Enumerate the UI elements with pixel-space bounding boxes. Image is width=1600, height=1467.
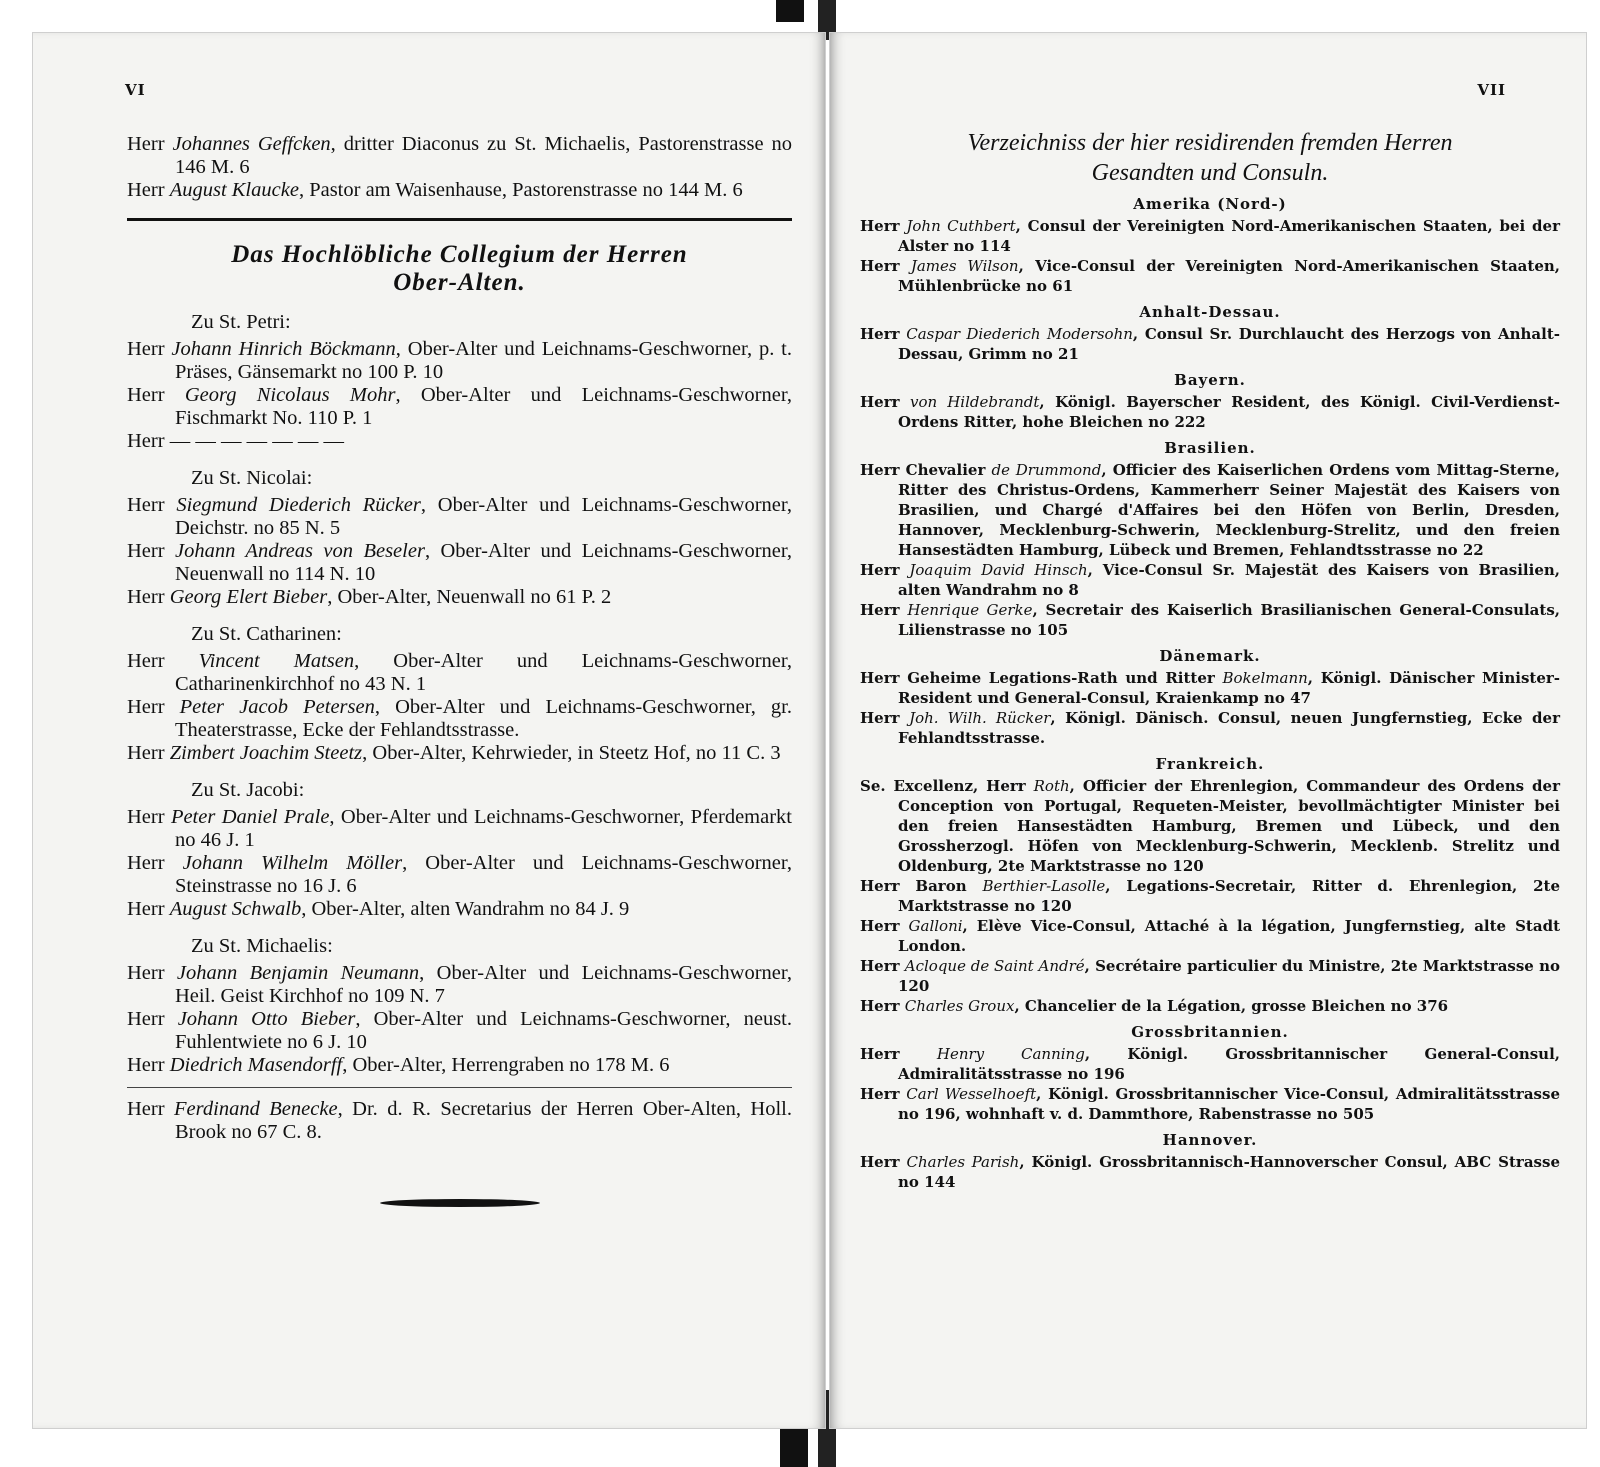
person-name: Berthier-Lasolle <box>982 877 1106 895</box>
person-name: Johannes Geffcken <box>172 133 331 155</box>
entry-prefix: Herr Baron <box>860 877 983 895</box>
entry-detail: , Ober-Alter und Leichnams-Geschworner, Deichstr. no 85 N. 5 <box>175 494 792 539</box>
clergy-entry <box>127 133 792 179</box>
entry-prefix: Herr <box>127 898 170 920</box>
consul-entry <box>860 916 1560 956</box>
right-column <box>860 128 1560 1192</box>
collegium-title: Das Hochlöbliche Collegium der Herren <box>231 241 688 268</box>
entry-prefix: Herr <box>860 917 909 935</box>
entry-detail: , Königl. Grossbritannischer General-Consul, Admiralitätsstrasse no 196 <box>898 1045 1560 1083</box>
entry-prefix: Herr <box>860 1153 907 1171</box>
parish-heading: Zu St. Nicolai: <box>191 467 313 489</box>
entry-detail: , Ober-Alter und Leichnams-Geschworner, gr. Theaterstrasse, Ecke der Fehlandtsstrasse. <box>175 696 792 741</box>
entry-prefix: Herr <box>860 325 907 343</box>
entry-prefix: Herr <box>127 384 185 406</box>
person-name: Henrique Gerke <box>907 601 1033 619</box>
person-name: Roth <box>1033 777 1070 795</box>
ober-alter-entry <box>127 650 792 696</box>
person-name: Vincent Matsen <box>198 650 355 672</box>
entry-detail: , Ober-Alter und Leichnams-Geschworner, Pferdemarkt no 46 J. 1 <box>175 806 792 851</box>
person-name: Henry Canning <box>936 1045 1085 1063</box>
consul-entry <box>860 392 1560 432</box>
ober-alter-entry <box>127 540 792 586</box>
country-heading: Brasilien. <box>1164 439 1256 457</box>
entry-prefix: Herr <box>127 1098 175 1120</box>
ober-alter-entry <box>127 338 792 384</box>
entry-prefix: Herr <box>127 494 177 516</box>
country-heading: Bayern. <box>1174 371 1246 389</box>
ober-alter-entry <box>127 1054 792 1077</box>
consul-entry <box>860 876 1560 916</box>
consul-entry <box>860 708 1560 748</box>
entry-prefix: Herr <box>127 1054 170 1076</box>
clergy-entry <box>127 179 792 202</box>
entry-prefix: Herr <box>127 540 175 562</box>
secretary-entry <box>127 1098 792 1144</box>
entry-prefix: Se. Excellenz, Herr <box>860 777 1034 795</box>
entry-prefix: Herr <box>127 133 173 155</box>
entry-detail: , Officier des Kaiserlichen Ordens vom Mittag-Sterne, Ritter des Christus-Ordens, Kammerherr Seiner Majestät des Kaisers von Brasilien, und Chargé d'Affaires bei den Höfen von Berlin, Dresden, Hannover, Mecklenburg-Schwerin, Mecklenburg-Strelitz, und den freien Hansestädten Hamburg, Lübeck und Bremen, Fehlandtsstrasse no 22 <box>898 461 1560 559</box>
person-name: Zimbert Joachim Steetz <box>169 742 363 764</box>
entry-prefix: Herr <box>860 997 905 1015</box>
entry-detail: , Ober-Alter und Leichnams-Geschworner, p. t. Präses, Gänsemarkt no 100 P. 10 <box>175 338 792 383</box>
person-name: Siegmund Diederich Rücker <box>176 494 421 516</box>
person-name: Johann Andreas von Beseler <box>175 540 425 562</box>
entry-detail: , Secretair des Kaiserlich Brasilianischen General-Consulats, Lilienstrasse no 105 <box>898 601 1560 639</box>
person-name: Georg Nicolaus Mohr <box>184 384 396 406</box>
entry-prefix: Herr <box>127 430 170 452</box>
entry-prefix: Herr <box>127 338 172 360</box>
entry-prefix: Herr <box>860 1085 907 1103</box>
entry-detail: , Königl. Dänischer Minister-Resident und General-Consul, Kraienkamp no 47 <box>898 669 1561 707</box>
consul-entry <box>860 256 1560 296</box>
person-name: Galloni <box>908 917 963 935</box>
entry-detail: , Ober-Alter und Leichnams-Geschworner, Catharinenkirchhof no 43 N. 1 <box>175 650 792 695</box>
consul-entry <box>860 324 1560 364</box>
person-name: Caspar Diederich Modersohn <box>906 325 1133 343</box>
person-name: Peter Daniel Prale <box>170 806 330 828</box>
entry-detail: , Ober-Alter und Leichnams-Geschworner, Steinstrasse no 16 J. 6 <box>175 852 792 897</box>
person-name: Bokelmann <box>1222 669 1308 687</box>
entry-detail: , dritter Diaconus zu St. Michaelis, Pastorenstrasse no 146 M. 6 <box>175 133 792 178</box>
entry-detail: , Legations-Secretair, Ritter d. Ehrenlegion, 2te Marktstrasse no 120 <box>898 877 1560 915</box>
person-name: Joh. Wilh. Rücker <box>909 709 1051 727</box>
entry-prefix: Herr <box>860 561 910 579</box>
person-name: Johann Otto Bieber <box>177 1008 356 1030</box>
person-name: James Wilson <box>910 257 1019 275</box>
person-name: Diedrich Masendorff <box>169 1054 343 1076</box>
collegium-title-2: Ober-Alten. <box>393 269 526 296</box>
entry-detail: , Königl. Dänisch. Consul, neuen Jungfernstieg, Ecke der Fehlandtsstrasse. <box>898 709 1560 747</box>
consul-entry <box>860 776 1560 876</box>
consul-entry <box>860 1152 1560 1192</box>
consul-entry <box>860 460 1560 560</box>
entry-prefix: Herr <box>860 601 908 619</box>
ober-alter-entry <box>127 430 792 453</box>
person-name: Johann Wilhelm Möller <box>182 852 403 874</box>
entry-prefix: Herr <box>127 696 180 718</box>
ober-alter-entry <box>127 852 792 898</box>
spine-tab-top <box>776 0 804 22</box>
ober-alter-entry <box>127 586 792 609</box>
country-heading: Amerika (Nord-) <box>1133 195 1287 213</box>
left-column <box>127 133 792 1207</box>
consul-entry <box>860 600 1560 640</box>
entry-prefix: Herr <box>860 257 911 275</box>
person-name: Charles Groux <box>904 997 1015 1015</box>
consul-entry <box>860 1084 1560 1124</box>
ober-alter-entry <box>127 1008 792 1054</box>
person-name: Johann Benjamin Neumann <box>176 962 420 984</box>
consul-entry <box>860 996 1560 1016</box>
entry-detail: , Ober-Alter und Leichnams-Geschworner, neust. Fuhlentwiete no 6 J. 10 <box>175 1008 792 1053</box>
entry-detail: , Ober-Alter und Leichnams-Geschworner, Heil. Geist Kirchhof no 109 N. 7 <box>175 962 792 1007</box>
register-title-2: Gesandten und Consuln. <box>1091 160 1329 186</box>
entry-detail: , Ober-Alter, Kehrwieder, in Steetz Hof, no 11 C. 3 <box>362 742 781 764</box>
consul-entry <box>860 560 1560 600</box>
entry-prefix: Herr <box>127 586 170 608</box>
ober-alter-entry <box>127 384 792 430</box>
person-name: Johann Hinrich Böckmann <box>171 338 396 360</box>
entry-prefix: Herr <box>860 217 907 235</box>
entry-detail: , Vice-Consul Sr. Majestät des Kaisers von Brasilien, alten Wandrahm no 8 <box>898 561 1561 599</box>
parish-heading: Zu St. Jacobi: <box>191 779 305 801</box>
person-name: de Drummond <box>991 461 1102 479</box>
person-name: Joaquim David Hinsch <box>909 561 1088 579</box>
parish-heading: Zu St. Petri: <box>191 311 291 333</box>
person-name: Charles Parish <box>906 1153 1020 1171</box>
person-name: Ferdinand Benecke <box>174 1098 338 1120</box>
entry-detail: , Königl. Bayerscher Resident, des Königl. Civil-Verdienst-Ordens Ritter, hohe Bleichen no 222 <box>898 393 1560 431</box>
entry-detail: , Dr. d. R. Secretarius der Herren Ober-Alten, Holl. Brook no 67 C. 8. <box>175 1098 792 1143</box>
collegium-sections <box>127 311 792 1077</box>
consul-entry <box>860 956 1560 996</box>
person-name: August Klaucke <box>169 179 299 201</box>
entry-detail: , Pastor am Waisenhause, Pastorenstrasse no 144 M. 6 <box>298 179 743 201</box>
person-name: August Schwalb <box>169 898 302 920</box>
ober-alter-entry <box>127 898 792 921</box>
entry-prefix: Herr <box>860 957 905 975</box>
entry-prefix: Herr <box>127 650 199 672</box>
country-heading: Hannover. <box>1162 1131 1258 1149</box>
entry-prefix: Herr Chevalier <box>860 461 992 479</box>
ober-alter-entry <box>127 494 792 540</box>
entry-detail: , Ober-Alter, alten Wandrahm no 84 J. 9 <box>301 898 630 920</box>
entry-detail: , Ober-Alter und Leichnams-Geschworner, Neuenwall no 114 N. 10 <box>175 540 792 585</box>
ober-alter-entry <box>127 962 792 1008</box>
top-entries <box>127 133 792 202</box>
divider-rule <box>127 218 792 221</box>
parish-heading: Zu St. Michaelis: <box>191 935 333 957</box>
country-list <box>860 194 1560 1192</box>
entry-prefix: Herr <box>127 742 170 764</box>
left-page <box>32 32 826 1429</box>
entry-prefix: Herr <box>127 179 170 201</box>
entry-detail: , Königl. Grossbritannischer Vice-Consul, Admiralitätsstrasse no 196, wohnhaft v. d. Dammthore, Rabenstrasse no 505 <box>898 1085 1560 1123</box>
person-name: Acloque de Saint André <box>904 957 1085 975</box>
entry-prefix: Herr Geheime Legations-Rath und Ritter <box>860 669 1223 687</box>
person-name: von Hildebrandt <box>910 393 1040 411</box>
entry-detail: , Chancelier de la Légation, grosse Bleichen no 376 <box>1014 997 1449 1015</box>
entry-prefix: Herr <box>860 709 910 727</box>
entry-prefix: Herr <box>127 852 183 874</box>
entry-prefix: Herr <box>127 1008 178 1030</box>
entry-detail: , Officier der Ehrenlegion, Commandeur des Ordens der Conception von Portugal, Requeten-Meister, bevollmächtigter Minister bei den freien Hansestädten Hamburg, Bremen und Lübeck, und den Grossherzogl. Höfen von Mecklenburg-Schwerin, Mecklenb. Strelitz und Oldenburg, 2te Marktstrasse no 120 <box>898 777 1560 875</box>
entry-prefix: Herr <box>860 393 911 411</box>
entry-detail: , Ober-Alter und Leichnams-Geschworner, Fischmarkt No. 110 P. 1 <box>175 384 792 429</box>
entry-detail: , Consul der Vereinigten Nord-Amerikanischen Staaten, bei der Alster no 114 <box>898 217 1560 255</box>
entry-detail: , Ober-Alter, Neuenwall no 61 P. 2 <box>327 586 612 608</box>
entry-detail: , Secrétaire particulier du Ministre, 2te Marktstrasse no 120 <box>898 957 1560 995</box>
person-name: Peter Jacob Petersen <box>179 696 375 718</box>
country-heading: Dänemark. <box>1159 647 1261 665</box>
parish-heading: Zu St. Catharinen: <box>191 623 342 645</box>
entry-detail: , Vice-Consul der Vereinigten Nord-Amerikanischen Staaten, Mühlenbrücke no 61 <box>898 257 1560 295</box>
right-page <box>829 32 1587 1429</box>
country-heading: Anhalt-Dessau. <box>1139 303 1281 321</box>
secretary-text <box>127 1098 792 1144</box>
entry-prefix: Herr <box>127 962 177 984</box>
country-heading: Grossbritannien. <box>1131 1023 1289 1041</box>
consul-entry <box>860 668 1560 708</box>
register-title: Verzeichniss der hier residirenden fremden Herren <box>967 130 1453 156</box>
person-name: John Cuthbert <box>906 217 1016 235</box>
entry-detail: , Elève Vice-Consul, Attaché à la légation, Jungfernstieg, alte Stadt London. <box>898 917 1560 955</box>
person-name: Georg Elert Bieber <box>169 586 328 608</box>
entry-detail: , Königl. Grossbritannisch-Hannoverscher Consul, ABC Strasse no 144 <box>898 1153 1560 1191</box>
country-heading: Frankreich. <box>1155 755 1265 773</box>
entry-prefix: Herr <box>127 806 171 828</box>
person-name: Carl Wesselhoeft <box>906 1085 1037 1103</box>
consul-entry <box>860 216 1560 256</box>
ober-alter-entry <box>127 806 792 852</box>
entry-detail: , Ober-Alter, Herrengraben no 178 M. 6 <box>342 1054 670 1076</box>
entry-prefix: Herr <box>860 1045 937 1063</box>
page-number-right: VII <box>1477 81 1506 99</box>
consul-entry <box>860 1044 1560 1084</box>
page-number-left: VI <box>125 81 146 99</box>
secretary-rule <box>127 1087 792 1090</box>
ober-alter-entry <box>127 742 792 765</box>
ober-alter-entry <box>127 696 792 742</box>
entry-detail: , Consul Sr. Durchlaucht des Herzogs von Anhalt-Dessau, Grimm no 21 <box>898 325 1561 363</box>
end-flourish <box>380 1199 540 1207</box>
entry-detail: — — — — — — — <box>169 430 344 452</box>
